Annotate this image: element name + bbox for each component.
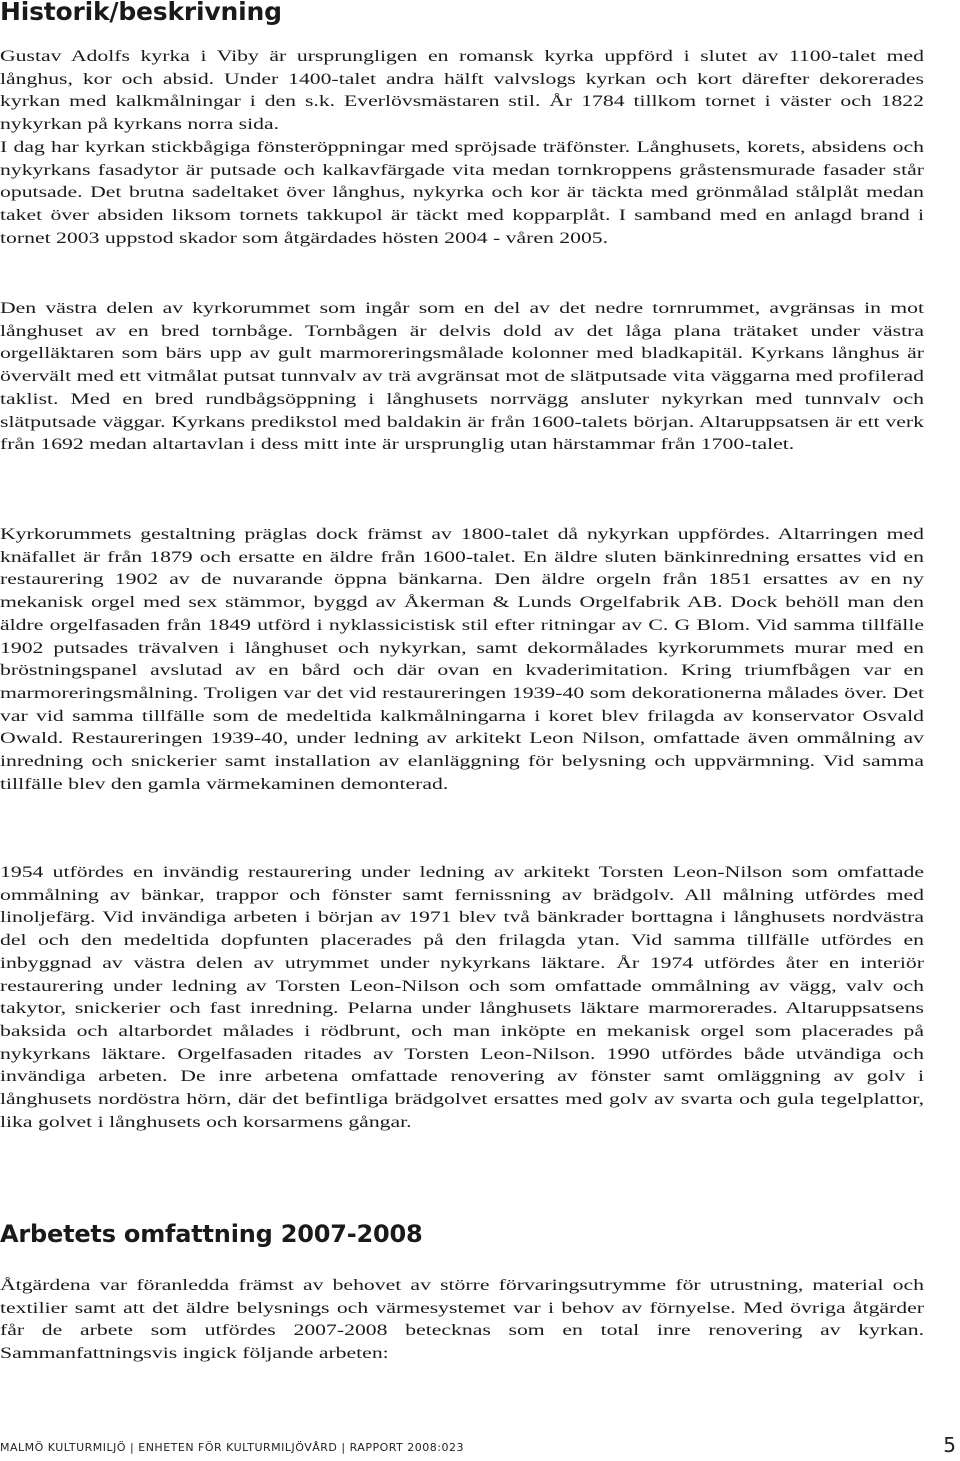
section-heading-arbetets-omfattning: Arbetets omfattning 2007-2008 (0, 1220, 423, 1248)
paragraph-intro (0, 46, 924, 250)
paragraph-intro-part-1: Gustav Adolfs kyrka i Viby är ursprungligen en romansk kyrka uppförd i slutet av 1100-talet med långhus, kor och absid. Under 1400-talet andra hälft valvslogs kyrkan och kort därefter dekorerades kyrkan med kalkmålningar i den s.k. Everlövsmästaren stil. År 1784 tillkom tornet i väster och 1822 nykyrkan på kyrkans norra sida. (0, 48, 924, 134)
page-number: 5 (943, 1433, 956, 1457)
page-title: Historik/beskrivning (0, 0, 282, 26)
paragraph-1954-1990: 1954 utfördes en invändig restaurering under ledning av arkitekt Torsten Leon-Nilson som omfattade ommålning av bänkar, trappor och fönster samt fernissning av brädgolv. All målning utfördes med linoljefärg. Vid invändiga arbeten i början av 1971 blev två bänkrader borttagna i långhusets nordvästra del och den medeltida dopfunten placerades på den frilagda ytan. Vid samma tillfälle utfördes en inbyggnad av västra delen av utrymmet under nykyrkans läktare. År 1974 utfördes åter en interiör restaurering under ledning av Torsten Leon-Nilson och som omfattade ommålning av vägg, valv och takytor, snickerier och fast inredning. Pelarna under långhusets läktare marmorerades. Altaruppsatsens baksida och altarbordet målades i rödbrunt, och man inköpte en mekanisk orgel som placerades på nykyrkans läktare. Orgelfasaden ritades av Torsten Leon-Nilson. 1990 utfördes både utvändiga och invändiga arbeten. De inre arbetena omfattade renovering av fönster samt omläggning av golv i långhusets nordöstra hörn, där det befintliga brädgolvet ersattes med golv av svarta och gula tegelplattor, lika golvet i långhusets och korsarmens gångar. (0, 864, 924, 1131)
paragraph-intro-part-2: I dag har kyrkan stickbågiga fönsteröppningar med spröjsade träfönster. Långhusets, korets, absidens och nykyrkans fasadytor är putsade och kalkavfärgade vita medan tornkroppens gråstensmurade fasader står oputsade. Det brutna sadeltaket över långhus, nykyrka och kor är täckta med grönmålad stålplåt medan taket över absiden liksom tornets takkupol är täckt med kopparplåt. I samband med en anlagd brand i tornet 2003 uppstod skador som åtgärdades hösten 2004 - våren 2005. (0, 138, 924, 247)
paragraph-1800s: Kyrkorummets gestaltning präglas dock främst av 1800-talet då nykyrkan uppfördes. Altarringen med knäfallet är från 1879 och ersatte en äldre från 1600-talet. En äldre sluten bänkinredning ersattes vid en restaurering 1902 av de nuvarande öppna bänkarna. Den äldre orgeln från 1851 ersattes av en ny mekanisk orgel med sex stämmor, byggd av Åkerman & Lunds Orgelfabrik AB. Dock behöll man den äldre orgelfasaden från 1849 utförd i nyklassicistisk stil efter ritningar av C. G Blom. Vid samma tillfälle 1902 putsades trävalven i långhuset och nykyrkan, samt dekormålades kyrkorummets murar med en bröstningspanel avslutad av en bård och där ovan en kvaderimitation. Kring triumfbågen var en marmoreringsmålning. Troligen var det vid restaureringen 1939-40 som dekorationerna målades över. Det var vid samma tillfälle som de medeltida kalkmålningarna i koret blev frilagda av konservator Osvald Owald. Restaureringen 1939-40, under ledning av arkitekt Leon Nilson, omfattade även ommålning av inredning och snickerier samt installation av elanläggning för belysning och uppvärmning. Vid samma tillfälle blev den gamla värmekaminen demonterad. (0, 526, 924, 793)
paragraph-interior: Den västra delen av kyrkorummet som ingår som en del av det nedre tornrummet, avgränsas in mot långhuset av en bred tornbåge. Tornbågen är delvis dold av det låga plana trätaket under västra orgelläktaren som bärs upp av gult marmoreringsmålade kolonner med bladkapitäl. Kyrkans långhus är övervält med ett vitmålat putsat tunnvalv av trä avgränsat mot de slätputsade vita väggarna med profilerad taklist. Med en bred rundbågsöppning i långhusets norrvägg ansluter nykyrkan med tunnvalv och slätputsade väggar. Kyrkans predikstol med baldakin är från 1600-talets början. Altaruppsatsen är ett verk från 1692 medan altartavlan i dess mitt inte är ursprunglig utan härstammar från 1700-talet. (0, 300, 924, 454)
page-footer: MALMÖ KULTURMILJÖ | ENHETEN FÖR KULTURMILJÖVÅRD | RAPPORT 2008:023 (0, 1441, 465, 1454)
paragraph-arbetets-omfattning: Åtgärdena var föranledda främst av behovet av större förvaringsutrymme för utrustning, material och textilier samt att det äldre belysnings och värmesystemet var i behov av förnyelse. Med övriga åtgärder får de arbete som utfördes 2007-2008 betecknas som en total inre renovering av kyrkan. Sammanfattningsvis ingick följande arbeten: (0, 1277, 924, 1363)
